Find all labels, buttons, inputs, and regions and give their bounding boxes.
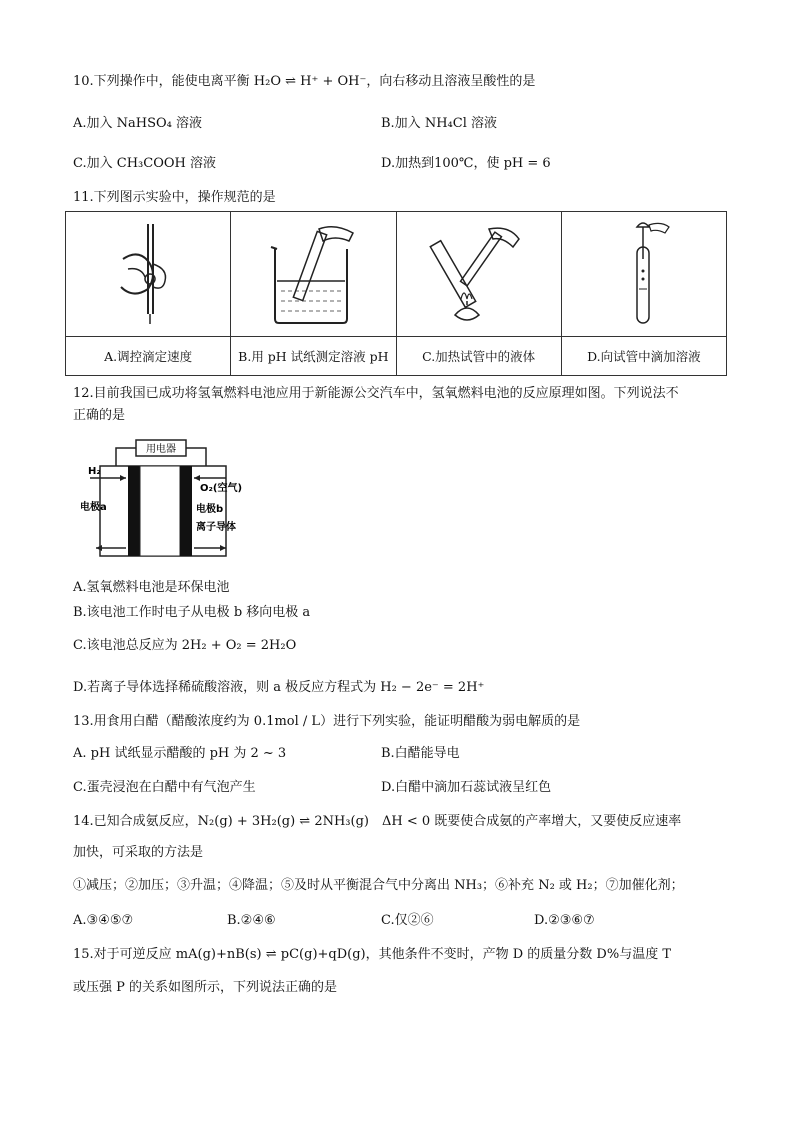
q12-option-a: A.氢氧燃料电池是环保电池 (73, 580, 230, 595)
q14-option-c: C.仅②⑥ (381, 913, 434, 928)
q10-option-d: D.加热到100℃，使 pH = 6 (381, 156, 551, 171)
q14-option-d: D.②③⑥⑦ (534, 913, 595, 928)
electrode-b (180, 466, 192, 556)
dropper-test-tube-icon (599, 219, 689, 329)
q14-option-a: A.③④⑤⑦ (73, 913, 134, 928)
conductor-label: 离子导体 (196, 522, 236, 533)
q10-option-c: C.加入 CH₃COOH 溶液 (73, 156, 216, 171)
q11-caption-b: B.用 pH 试纸测定溶液 pH (231, 337, 396, 376)
h2-label: H₂ (88, 466, 101, 477)
electrode-b-label: 电极b (196, 504, 224, 515)
q15-stem-line1: 15.对于可逆反应 mA(g)+nB(s) ⇌ pC(g)+qD(g)，其他条件不变时，产物 D 的质量分数 D%与温度 T (73, 947, 672, 962)
q15-stem-line2: 或压强 P 的关系如图所示，下列说法正确的是 (73, 980, 338, 995)
q13-stem: 13.用食用白醋（醋酸浓度约为 0.1mol / L）进行下列实验，能证明醋酸为弱电解质的是 (73, 714, 581, 729)
electrode-a (128, 466, 140, 556)
heating-test-tube-icon (419, 219, 539, 329)
q10-option-a: A.加入 NaHSO₄ 溶液 (73, 116, 203, 131)
beaker-ph-paper-icon (253, 219, 373, 329)
o2-label: O₂(空气) (200, 483, 243, 494)
q14-stem-line1: 14.已知合成氨反应，N₂(g) + 3H₂(g) ⇌ 2NH₃(g) ΔH < 0 既要使合成氨的产率增大，又要使反应速率 (73, 814, 682, 829)
electrode-a-label: 电极a (80, 502, 107, 513)
q14-stem-line2: 加快，可采取的方法是 (73, 845, 204, 860)
q11-pic-a (66, 212, 231, 337)
q11-stem: 11.下列图示实验中，操作规范的是 (73, 190, 276, 205)
q11-caption-a: A.调控滴定速度 (66, 337, 231, 376)
q12-stem-line2: 正确的是 (73, 408, 126, 423)
q12-option-c: C.该电池总反应为 2H₂ + O₂ = 2H₂O (73, 638, 297, 653)
q10-option-b: B.加入 NH₄Cl 溶液 (381, 116, 497, 131)
q12-option-d: D.若离子导体选择稀硫酸溶液，则 a 极反应方程式为 H₂ − 2e⁻ = 2H⁺ (73, 680, 485, 695)
device-label: 用电器 (146, 444, 176, 455)
q11-caption-c: C.加热试管中的液体 (396, 337, 561, 376)
q13-option-a: A. pH 试纸显示醋酸的 pH 为 2 ~ 3 (73, 746, 287, 761)
ion-conductor (140, 466, 180, 556)
q13-option-b: B.白醋能导电 (381, 746, 460, 761)
q13-option-c: C.蛋壳浸泡在白醋中有气泡产生 (73, 780, 256, 795)
q11-pic-b (231, 212, 396, 337)
q11-pic-c (396, 212, 561, 337)
q12-option-b: B.该电池工作时电子从电极 b 移向电极 a (73, 605, 311, 620)
q10-stem: 10.下列操作中，能使电离平衡 H₂O ⇌ H⁺ + OH⁻，向右移动且溶液呈酸性的是 (73, 74, 536, 89)
q14-condition-list: ①减压；②加压；③升温；④降温；⑤及时从平衡混合气中分离出 NH₃；⑥补充 N₂ 或 H₂；⑦加催化剂； (73, 878, 684, 893)
q13-option-d: D.白醋中滴加石蕊试液呈红色 (381, 780, 552, 795)
fuel-cell-diagram (76, 436, 256, 566)
titration-hand-icon (93, 219, 203, 329)
q11-experiment-table (65, 211, 727, 376)
q11-caption-d: D.向试管中滴加溶液 (561, 337, 726, 376)
q11-pic-d (561, 212, 726, 337)
q12-stem-line1: 12.目前我国已成功将氢氧燃料电池应用于新能源公交汽车中，氢氧燃料电池的反应原理如图。下列说法不 (73, 386, 679, 401)
q14-option-b: B.②④⑥ (227, 913, 276, 928)
